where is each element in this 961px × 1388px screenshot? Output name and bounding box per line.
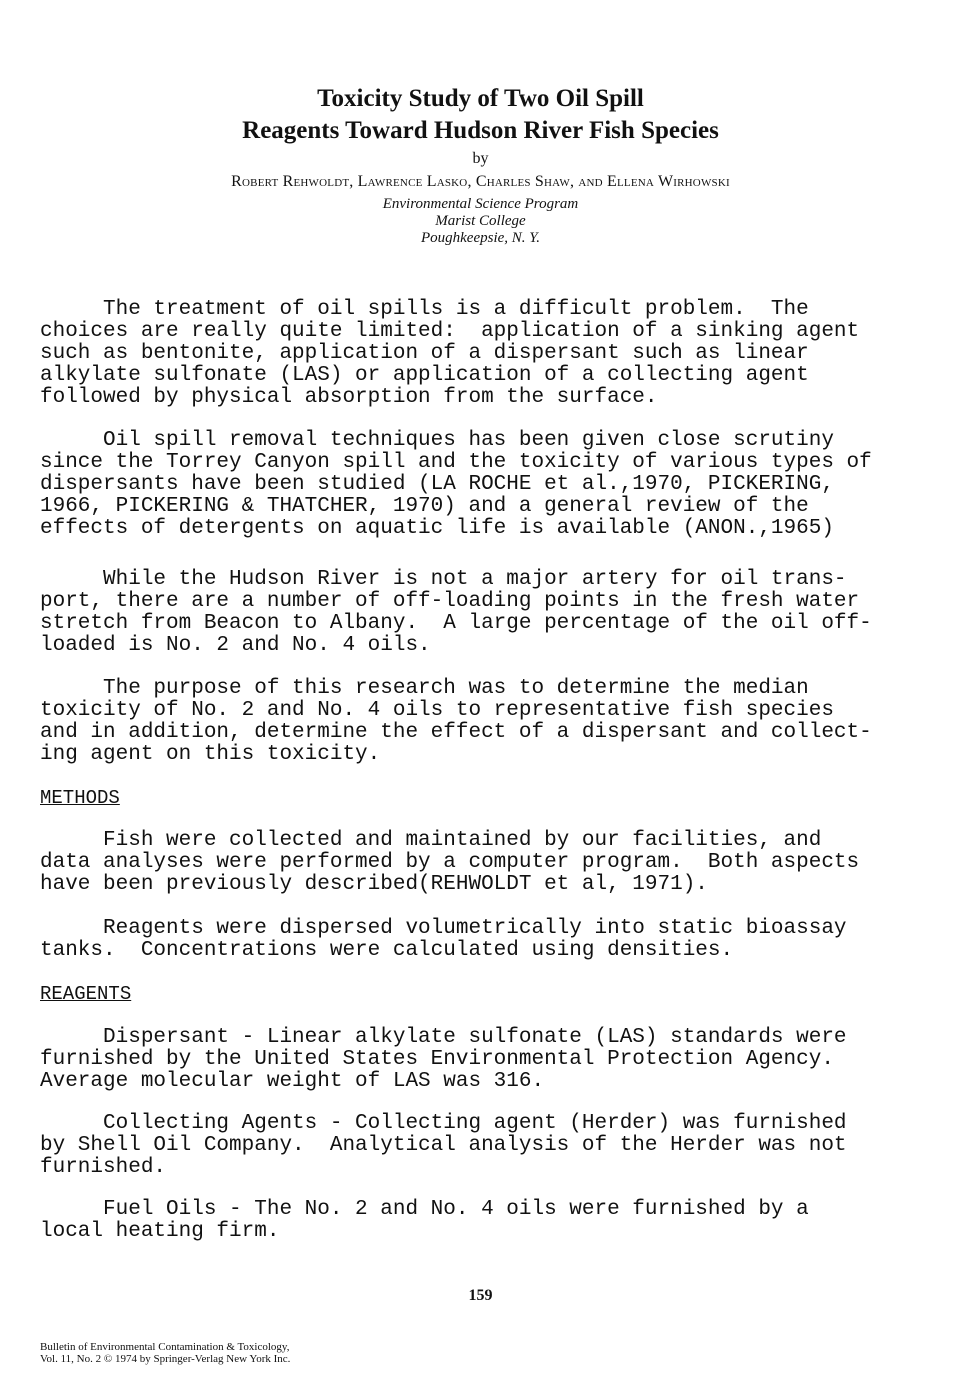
paragraph-reagent-dispersal	[40, 918, 920, 962]
text-line: Oil spill removal techniques has been given close scrutiny	[40, 429, 834, 452]
paragraph-purpose	[40, 678, 920, 766]
paragraph-intro	[40, 299, 920, 409]
paragraph-removal-techniques	[40, 430, 920, 540]
text-line: loaded is No. 2 and No. 4 oils.	[40, 634, 431, 657]
text-line: Reagents were dispersed volumetrically into static bioassay	[40, 917, 847, 940]
text-line: by Shell Oil Company. Analytical analysis of the Herder was not	[40, 1134, 847, 1157]
text-line: toxicity of No. 2 and No. 4 oils to representative fish species	[40, 699, 834, 722]
text-line: choices are really quite limited: application of a sinking agent	[40, 320, 860, 343]
text-line: followed by physical absorption from the surface.	[40, 386, 658, 409]
text-line: since the Torrey Canyon spill and the toxicity of various types of	[40, 451, 872, 474]
text-line: tanks. Concentrations were calculated using densities.	[40, 939, 734, 962]
section-heading-reagents: REAGENTS	[40, 983, 132, 1005]
text-line: alkylate sulfonate (LAS) or application of a collecting agent	[40, 364, 809, 387]
affiliation-program: Environmental Science Program	[382, 196, 579, 212]
text-line: While the Hudson River is not a major artery for oil trans-	[40, 568, 847, 591]
section-heading-methods: METHODS	[40, 787, 120, 809]
journal-citation-line2: Vol. 11, No. 2 © 1974 by Springer-Verlag New York Inc.	[40, 1353, 291, 1365]
paragraph-collecting-agents	[40, 1113, 920, 1179]
affiliation-college: Marist College	[435, 213, 526, 229]
text-line: Average molecular weight of LAS was 316.	[40, 1070, 545, 1093]
author-list: Robert Rehwoldt, Lawrence Lasko, Charles Shaw, and Ellena Wirhowski	[231, 173, 730, 190]
byline: by	[472, 150, 489, 167]
text-line: Collecting Agents - Collecting agent (Herder) was furnished	[40, 1112, 847, 1135]
text-line: Dispersant - Linear alkylate sulfonate (LAS) standards were	[40, 1026, 847, 1049]
text-line: Fuel Oils - The No. 2 and No. 4 oils were furnished by a	[40, 1198, 809, 1221]
text-line: local heating firm.	[40, 1220, 280, 1243]
paragraph-fish-collection	[40, 830, 920, 896]
text-line: stretch from Beacon to Albany. A large percentage of the oil off-	[40, 612, 872, 635]
text-line: have been previously described(REHWOLDT et al, 1971).	[40, 873, 708, 896]
affiliation-location: Poughkeepsie, N. Y.	[420, 230, 541, 246]
text-line: furnished.	[40, 1156, 167, 1179]
paper-title-line1: Toxicity Study of Two Oil Spill	[317, 85, 644, 112]
text-line: dispersants have been studied (LA ROCHE et al.,1970, PICKERING,	[40, 473, 834, 496]
text-line: such as bentonite, application of a dispersant such as linear	[40, 342, 809, 365]
paragraph-hudson-river	[40, 569, 920, 657]
text-line: 1966, PICKERING & THATCHER, 1970) and a general review of the	[40, 495, 809, 518]
page-number: 159	[468, 1287, 493, 1304]
text-line: and in addition, determine the effect of a dispersant and collect-	[40, 721, 872, 744]
text-line: data analyses were performed by a computer program. Both aspects	[40, 851, 860, 874]
text-line: port, there are a number of off-loading points in the fresh water	[40, 590, 860, 613]
paragraph-fuel-oils	[40, 1199, 920, 1243]
text-line: The treatment of oil spills is a difficult problem. The	[40, 298, 809, 321]
text-line: furnished by the United States Environmental Protection Agency.	[40, 1048, 834, 1071]
text-line: The purpose of this research was to determine the median	[40, 677, 809, 700]
journal-citation-line1: Bulletin of Environmental Contamination & Toxicology,	[40, 1341, 290, 1353]
paragraph-dispersant	[40, 1027, 920, 1093]
paper-title-line2: Reagents Toward Hudson River Fish Species	[242, 117, 719, 144]
text-line: effects of detergents on aquatic life is available (ANON.,1965)	[40, 517, 834, 540]
text-line: Fish were collected and maintained by our facilities, and	[40, 829, 822, 852]
text-line: ing agent on this toxicity.	[40, 743, 381, 766]
